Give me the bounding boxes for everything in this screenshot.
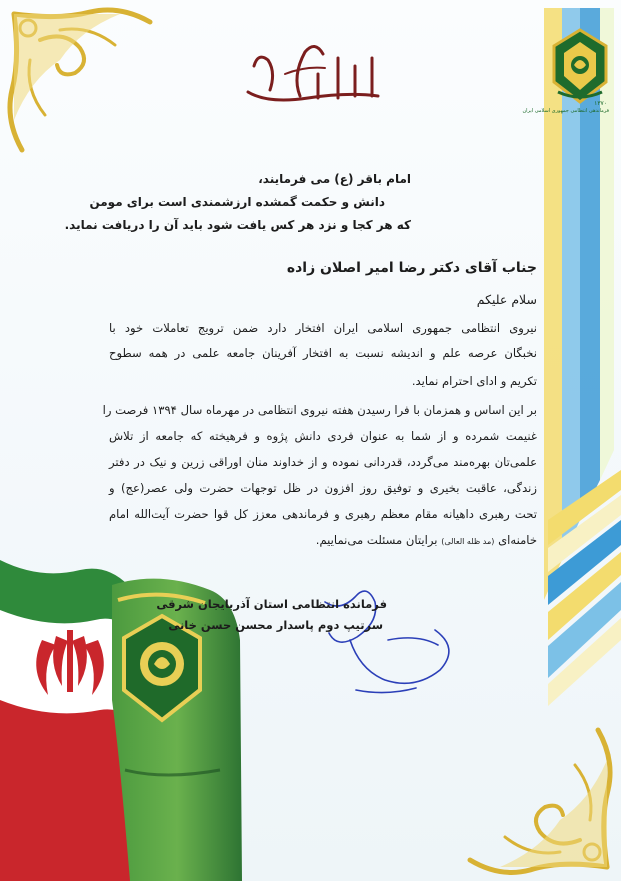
honorific: (مد ظله العالی) <box>441 537 495 546</box>
body-line: نخبگان عرصه علم و اندیشه نسبت به افتخار آفرینان جامعه علمی در همه سطوح <box>109 346 537 360</box>
signatory-name: سرتیپ دوم پاسدار محسن حسن خانی <box>168 618 383 632</box>
body-text: خامنه‌ای <box>498 533 537 547</box>
body-line: غنیمت شمرده و از شما به عنوان فردی دانش پژوه و فرهیخته که جامعه از تلاش <box>109 429 537 443</box>
body-line: بر این اساس و همزمان با فرا رسیدن هفته نیروی انتظامی در مهرماه سال ۱۳۹۴ فرصت را <box>102 403 537 417</box>
quote-attribution: امام باقر (ع) می فرمایند، <box>258 172 411 186</box>
body-line: تحت رهبری داهیانه مقام معظم رهبری و فرماندهی معزز کل قوا حضرت آیت‌الله امام <box>109 507 537 521</box>
body-line: زندگی، عاقبت بخیری و توفیق روز افزون در ظل توجهات حضرت ولی عصر(عج) و <box>109 481 537 495</box>
body-line: علمی‌تان بهره‌مند می‌گردد، قدردانی نموده و از خداوند منان اوراقی زرین و نیک در دفتر <box>109 455 537 469</box>
greeting: سلام علیکم <box>476 292 537 307</box>
body-line: تکریم و ادای احترام نماید. <box>411 374 537 388</box>
body-line: نیروی انتظامی جمهوری اسلامی ایران افتخار دارد ضمن ترویج تعاملات خود با <box>109 321 537 335</box>
quote-line-2: که هر کجا و نزد هر کس یافت شود باید آن را دریافت نماید. <box>64 218 411 232</box>
emblem-caption: فرماندهی انتظامی جمهوری اسلامی ایران <box>522 108 609 114</box>
quote-line-1: دانش و حکمت گمشده ارزشمندی است برای مومن <box>89 195 385 209</box>
bismillah-calligraphy <box>248 46 378 100</box>
signatory-title: فرمانده انتظامی استان آذربایجان شرقی <box>156 597 387 611</box>
body-text: برایتان مسئلت می‌نماییم. <box>315 533 438 547</box>
emblem-year: ۱۳۷۰ <box>594 100 607 107</box>
recipient-name: جناب آقای دکتر رضا امیر اصلان زاده <box>286 260 537 276</box>
body-line-last <box>316 533 537 547</box>
